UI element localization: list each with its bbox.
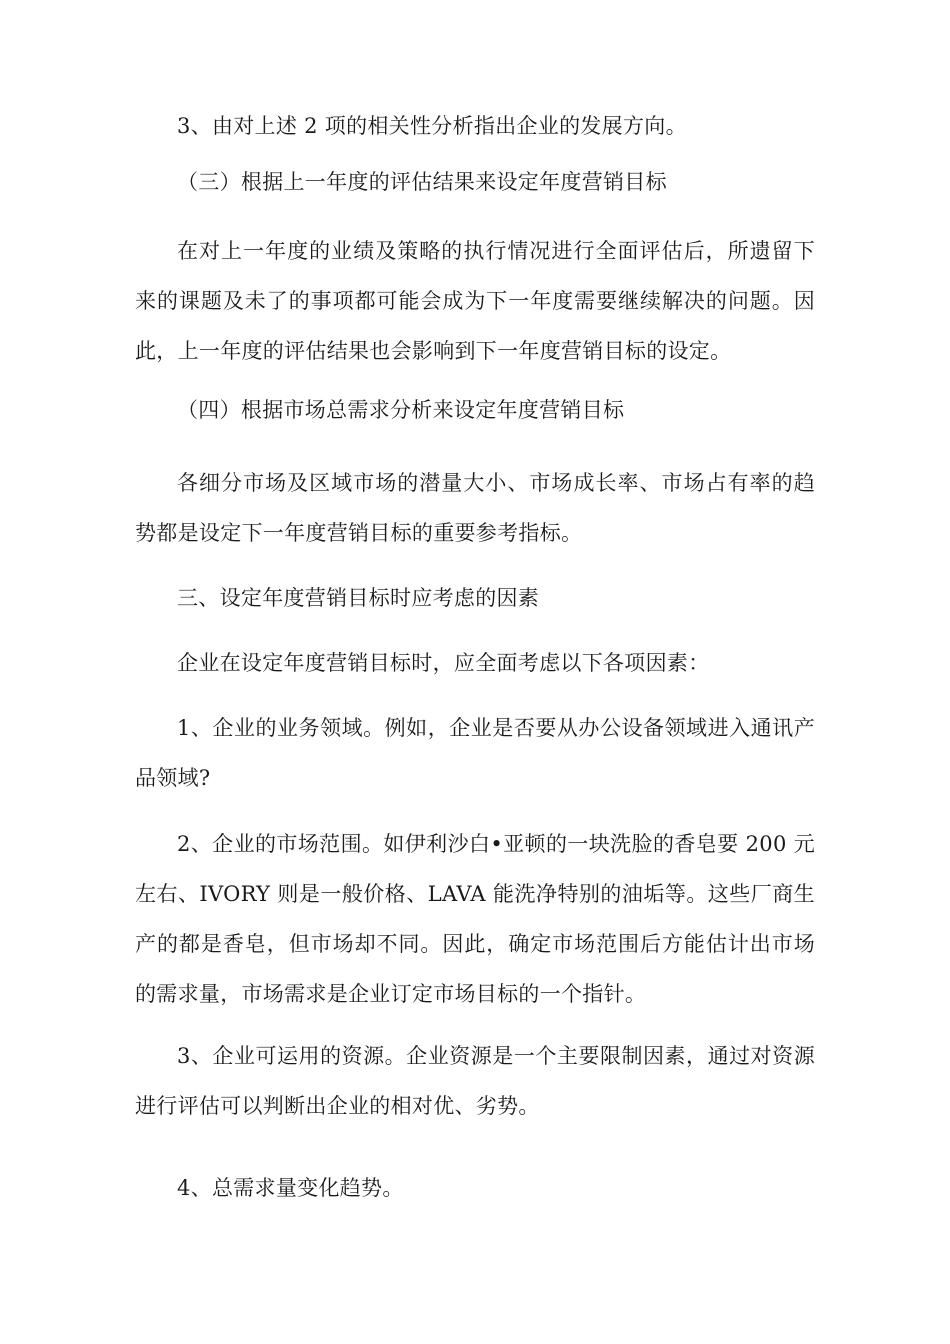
- paragraph-market-indicators: 各细分市场及区域市场的潜量大小、市场成长率、市场占有率的趋势都是设定下一年度营销目标的重要参考指标。: [135, 471, 815, 545]
- list-item-business-domain: 1、企业的业务领域。例如，企业是否要从办公设备领域进入通讯产品领域?: [135, 716, 815, 790]
- heading-section-four-market-demand: （四）根据市场总需求分析来设定年度营销目标: [177, 398, 625, 422]
- list-item-available-resources: 3、企业可运用的资源。企业资源是一个主要限制因素，通过对资源进行评估可以判断出企业的相对优、劣势。: [135, 1044, 815, 1118]
- paragraph-factors-intro: 企业在设定年度营销目标时，应全面考虑以下各项因素：: [177, 651, 710, 675]
- list-item-market-scope: 2、企业的市场范围。如伊利沙白•亚顿的一块洗脸的香皂要 200 元左右、IVORY 则是一般价格、LAVA 能洗净特别的油垢等。这些厂商生产的都是香皂，但市场却不同。因此，确定市场范围后方能估计出市场的需求量，市场需求是企业订定市场目标的一个指针。: [135, 832, 815, 1006]
- paragraph-development-direction: 3、由对上述 2 项的相关性分析指出企业的发展方向。: [177, 114, 687, 138]
- paragraph-previous-year-evaluation: 在对上一年度的业绩及策略的执行情况进行全面评估后，所遗留下来的课题及未了的事项都可能会成为下一年度需要继续解决的问题。因此，上一年度的评估结果也会影响到下一年度营销目标的设定。: [135, 239, 815, 363]
- heading-factors-to-consider: 三、设定年度营销目标时应考虑的因素: [177, 586, 540, 610]
- heading-section-three-evaluation: （三）根据上一年度的评估结果来设定年度营销目标: [177, 170, 667, 194]
- list-item-demand-trend: 4、总需求量变化趋势。: [177, 1176, 404, 1200]
